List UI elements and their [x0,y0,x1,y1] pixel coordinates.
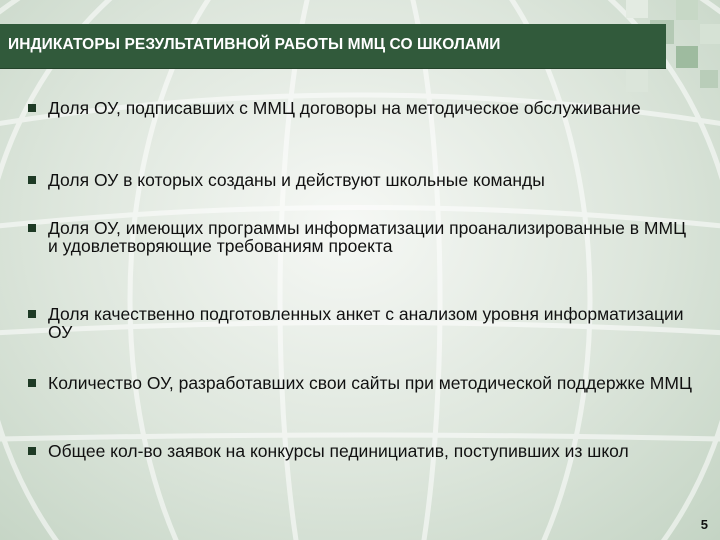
deco-square [676,46,698,68]
square-bullet-icon [28,224,36,232]
square-bullet-icon [28,379,36,387]
list-item-text: Доля ОУ, подписавших с ММЦ договоры на методическое обслуживание [48,98,641,118]
deco-square [676,0,698,20]
list-item-text: Общее кол-во заявок на конкурсы пединициатив, поступивших из школ [48,441,629,461]
square-bullet-icon [28,310,36,318]
list-item-text: Доля ОУ в которых созданы и действуют школьные команды [48,170,545,190]
deco-square [700,70,718,88]
square-bullet-icon [28,176,36,184]
title-bar [0,24,666,68]
deco-square [626,0,648,18]
list-item-text: Доля ОУ, имеющих программы информатизации проанализированные в ММЦ и удовлетворяющие требованиям проекта [48,218,687,256]
slide-title: ИНДИКАТОРЫ РЕЗУЛЬТАТИВНОЙ РАБОТЫ ММЦ СО ШКОЛАМИ [8,36,501,53]
deco-square [626,70,648,92]
list-item-text: Количество ОУ, разработавших свои сайты при методической поддержке ММЦ [48,373,692,393]
list-item-text: Доля качественно подготовленных анкет с анализом уровня информатизации ОУ [48,304,684,342]
deco-square [700,24,720,44]
page-number: 5 [700,517,708,532]
square-bullet-icon [28,447,36,455]
square-bullet-icon [28,104,36,112]
